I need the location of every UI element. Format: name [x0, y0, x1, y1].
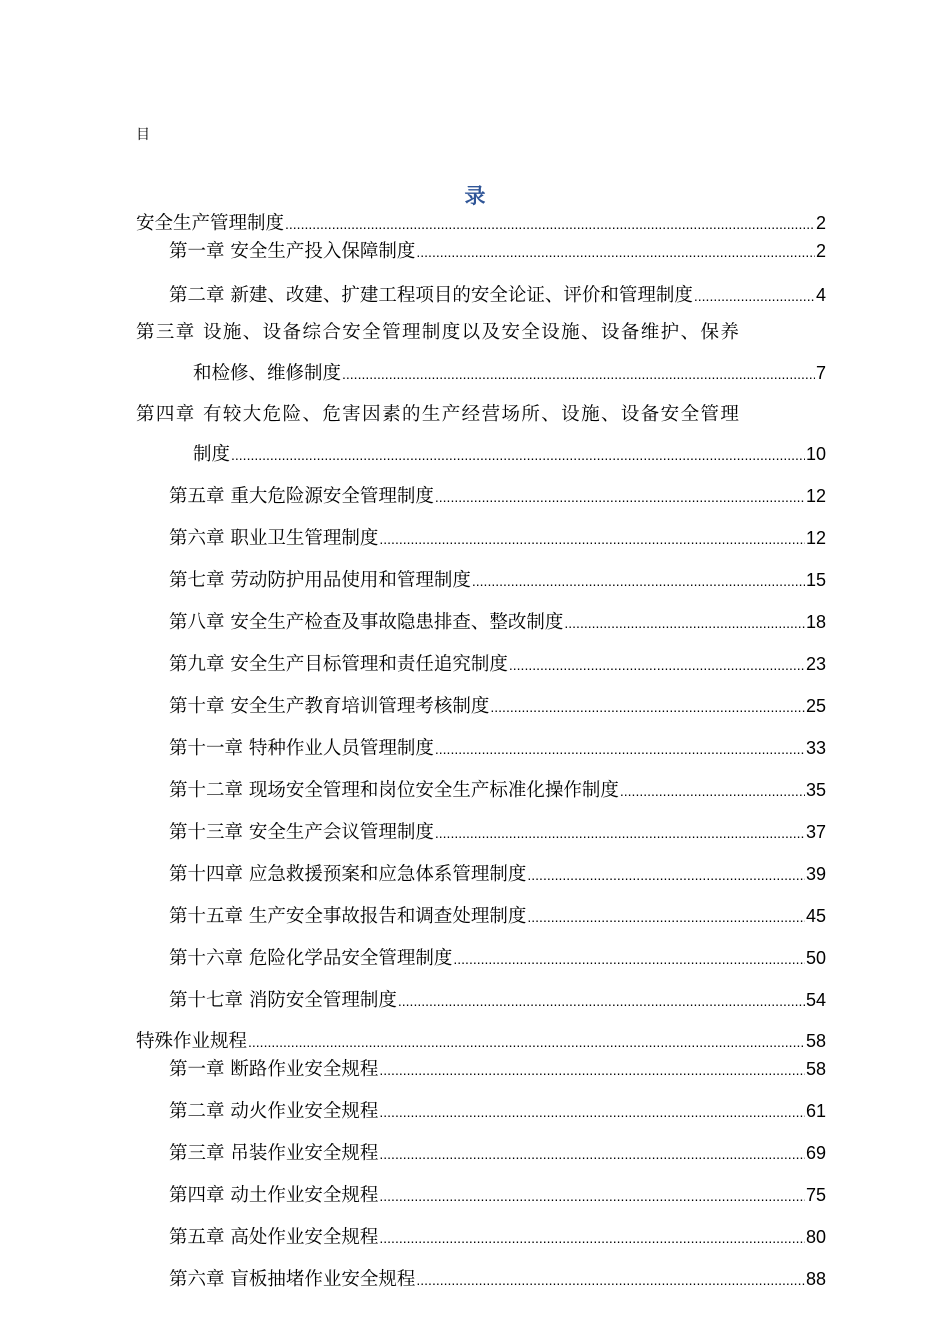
toc-entry-page: 2: [815, 213, 826, 233]
toc-entry[interactable]: [169, 1098, 826, 1125]
toc-leader: [509, 652, 805, 678]
toc-entry[interactable]: [169, 1266, 826, 1293]
toc-leader: [398, 988, 805, 1014]
toc-entry[interactable]: [169, 609, 826, 636]
toc-leader: [248, 1029, 805, 1055]
toc-leader: [435, 736, 805, 762]
toc-leader: [453, 946, 805, 972]
toc-entry-page: 75: [805, 1185, 826, 1205]
toc-entry-page: 12: [805, 486, 826, 506]
toc-entry-page: 4: [815, 285, 826, 305]
toc-entry-page: 45: [805, 906, 826, 926]
toc-entry[interactable]: [169, 1224, 826, 1251]
toc-leader: [527, 862, 805, 888]
toc-entry[interactable]: [169, 819, 826, 846]
toc-leader: [379, 1057, 805, 1083]
toc-entry-title: 第十二章 现场安全管理和岗位安全生产标准化操作制度: [169, 780, 619, 801]
toc-entry[interactable]: [169, 525, 826, 552]
toc-leader: [564, 610, 805, 636]
toc-entry-page: 23: [805, 654, 826, 674]
toc-entry-title: 第十四章 应急救援预案和应急体系管理制度: [169, 864, 527, 885]
toc-entry-title: 第二章 新建、改建、扩建工程项目的安全论证、评价和管理制度: [169, 285, 693, 306]
toc-entry[interactable]: [169, 1056, 826, 1083]
toc-entry-page: 37: [805, 822, 826, 842]
toc-leader: [379, 1183, 805, 1209]
toc-entry-title: 第十三章 安全生产会议管理制度: [169, 822, 434, 843]
toc-entry-title: 制度: [193, 444, 231, 465]
toc-leader: [285, 211, 815, 237]
toc-entry-page: 54: [805, 990, 826, 1010]
toc-leader: [416, 239, 815, 265]
toc-entry-page: 7: [815, 363, 826, 383]
toc-entry[interactable]: [169, 282, 826, 309]
toc-entry-title: 安全生产管理制度: [136, 213, 285, 234]
toc-entry-page: 58: [805, 1059, 826, 1079]
toc-entry-page: 33: [805, 738, 826, 758]
toc-entry[interactable]: [169, 903, 826, 930]
toc-leader: [379, 526, 805, 552]
toc-entry-page: 15: [805, 570, 826, 590]
toc-entry-title: 第五章 重大危险源安全管理制度: [169, 486, 434, 507]
toc-entry-page: 18: [805, 612, 826, 632]
toc-entry-page: 12: [805, 528, 826, 548]
toc-entry-title: 第三章 吊装作业安全规程: [169, 1143, 379, 1164]
toc-leader: [231, 442, 805, 468]
toc-entry-page: 69: [805, 1143, 826, 1163]
toc-entry-title-line1[interactable]: 第三章 设施、设备综合安全管理制度以及安全设施、设备维护、保养: [136, 322, 741, 343]
toc-entry-title: 第二章 动火作业安全规程: [169, 1101, 379, 1122]
toc-entry[interactable]: [136, 1028, 826, 1055]
toc-entry-title: 第十六章 危险化学品安全管理制度: [169, 948, 453, 969]
toc-leader: [379, 1225, 805, 1251]
toc-entry[interactable]: [169, 1140, 826, 1167]
toc-entry-page: 50: [805, 948, 826, 968]
toc-leader: [472, 568, 805, 594]
toc-leader: [490, 694, 805, 720]
toc-heading-part1: 目: [136, 127, 150, 143]
toc-entry-page: 2: [815, 241, 826, 261]
toc-entry[interactable]: [193, 360, 826, 387]
toc-entry-page: 35: [805, 780, 826, 800]
toc-entry-title: 第八章 安全生产检查及事故隐患排查、整改制度: [169, 612, 564, 633]
toc-entry[interactable]: [169, 651, 826, 678]
toc-entry-page: 25: [805, 696, 826, 716]
toc-entry-title: 第七章 劳动防护用品使用和管理制度: [169, 570, 471, 591]
toc-entry-title: 第一章 断路作业安全规程: [169, 1059, 379, 1080]
toc-leader: [379, 1141, 805, 1167]
toc-leader: [379, 1099, 805, 1125]
toc-entry-page: 80: [805, 1227, 826, 1247]
toc-entry-title: 第九章 安全生产目标管理和责任追究制度: [169, 654, 508, 675]
toc-entry[interactable]: [136, 210, 826, 237]
toc-leader: [435, 484, 805, 510]
toc-leader: [620, 778, 805, 804]
toc-entry[interactable]: [169, 861, 826, 888]
toc-leader: [416, 1267, 805, 1293]
toc-entry-page: 10: [805, 444, 826, 464]
toc-entry-title: 第十七章 消防安全管理制度: [169, 990, 397, 1011]
toc-entry-page: 88: [805, 1269, 826, 1289]
toc-entry-title: 第六章 职业卫生管理制度: [169, 528, 379, 549]
toc-entry[interactable]: [169, 735, 826, 762]
toc-heading-part2: 录: [464, 183, 486, 208]
toc-entry[interactable]: [169, 238, 826, 265]
toc-entry[interactable]: [169, 777, 826, 804]
toc-entry[interactable]: [193, 441, 826, 468]
toc-entry[interactable]: [169, 567, 826, 594]
toc-entry-title: 第五章 高处作业安全规程: [169, 1227, 379, 1248]
toc-entry-title: 第十五章 生产安全事故报告和调查处理制度: [169, 906, 527, 927]
toc-entry[interactable]: [169, 945, 826, 972]
toc-entry-title: 第十章 安全生产教育培训管理考核制度: [169, 696, 490, 717]
toc-entry-title: 第一章 安全生产投入保障制度: [169, 241, 416, 262]
toc-leader: [342, 361, 815, 387]
toc-entry-title: 第十一章 特种作业人员管理制度: [169, 738, 434, 759]
toc-entry[interactable]: [169, 1182, 826, 1209]
toc-entry[interactable]: [169, 483, 826, 510]
toc-entry[interactable]: [169, 987, 826, 1014]
toc-entry-page: 61: [805, 1101, 826, 1121]
toc-leader: [435, 820, 805, 846]
toc-entry[interactable]: [169, 693, 826, 720]
toc-leader: [694, 283, 815, 309]
toc-entry-title: 第四章 动土作业安全规程: [169, 1185, 379, 1206]
toc-entry-title: 和检修、维修制度: [193, 363, 342, 384]
toc-entry-title: 第六章 盲板抽堵作业安全规程: [169, 1269, 416, 1290]
toc-entry-page: 58: [805, 1031, 826, 1051]
toc-entry-page: 39: [805, 864, 826, 884]
toc-leader: [527, 904, 805, 930]
toc-entry-title: 特殊作业规程: [136, 1031, 248, 1052]
toc-entry-title-line1[interactable]: 第四章 有较大危险、危害因素的生产经营场所、设施、设备安全管理: [136, 404, 741, 425]
